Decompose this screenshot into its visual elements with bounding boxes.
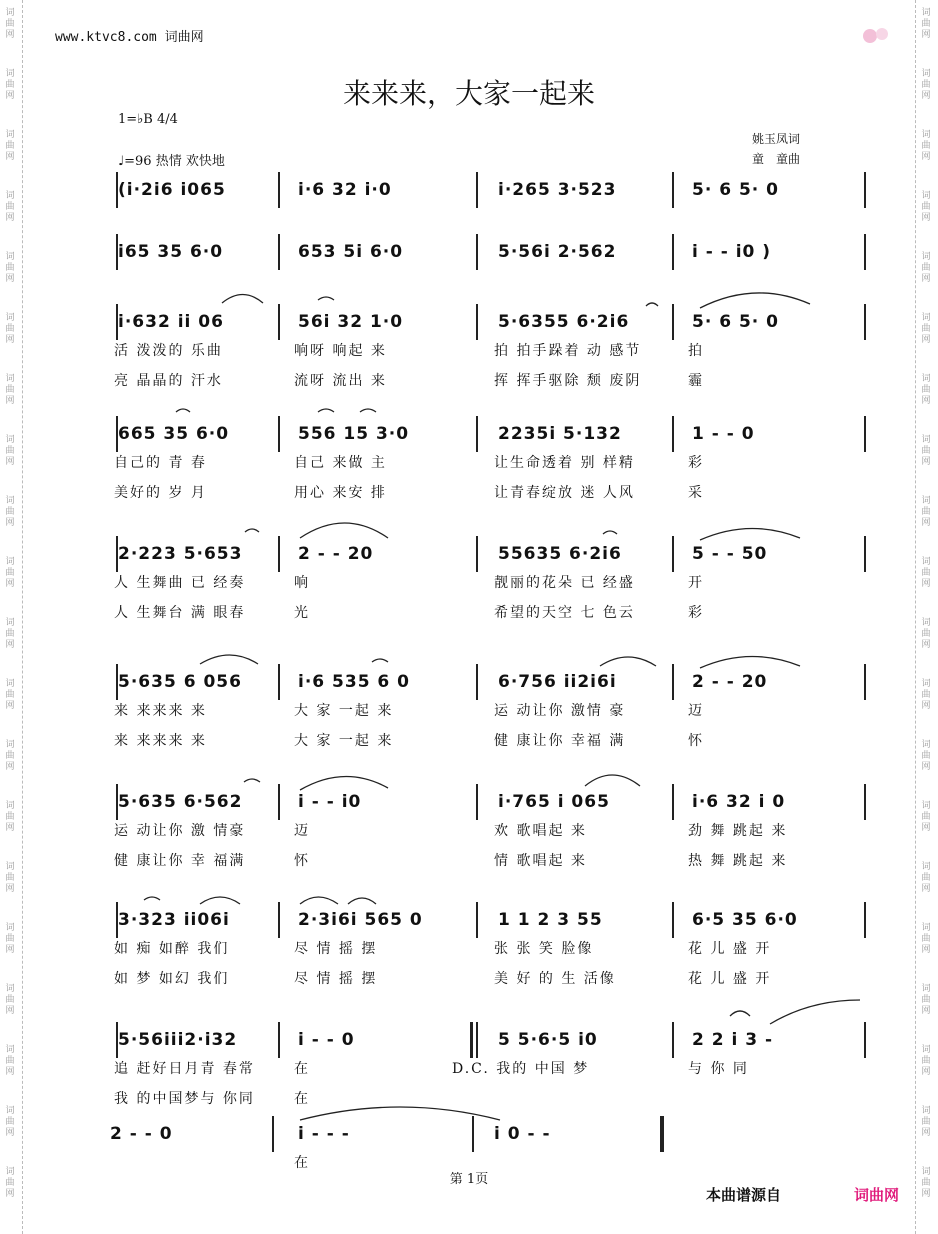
lyric-line: 怀 — [294, 853, 310, 869]
watermark-text: 词曲网 — [5, 557, 15, 589]
watermark-text: 词曲网 — [5, 130, 15, 162]
measure-notes: 653 5i 6·0 — [298, 242, 404, 262]
lyric-line: 来 来来来 来 — [114, 733, 207, 749]
watermark-text: 词曲网 — [5, 1106, 15, 1138]
measure-notes: i·632 ii 06 — [118, 312, 224, 332]
lyric-line: 大 家 一起 来 — [294, 703, 394, 719]
measure-notes: 2·223 5·653 — [118, 544, 243, 564]
measure-notes: 5·635 6·562 — [118, 792, 243, 812]
measure-notes: 5·635 6 056 — [118, 672, 242, 692]
measure-notes: 2 2 i 3 - — [692, 1030, 774, 1050]
measure-notes: 6·756 ii2i6i — [498, 672, 617, 692]
measure-notes: 1 1 2 3 55 — [498, 910, 603, 930]
measure-notes: 2235i 5·132 — [498, 424, 622, 444]
lyric-line: 采 — [688, 485, 704, 501]
watermark-text: 词曲网 — [921, 374, 931, 406]
lyric-line: 迈 — [294, 823, 310, 839]
watermark-text: 词曲网 — [5, 679, 15, 711]
watermark-text: 词曲网 — [921, 923, 931, 955]
measure-notes: i - - i0 ) — [692, 242, 772, 262]
watermark-text: 词曲网 — [5, 740, 15, 772]
watermark-text: 词曲网 — [921, 435, 931, 467]
watermark-text: 词曲网 — [921, 557, 931, 589]
measure-notes: 5·56i 2·562 — [498, 242, 617, 262]
watermark-text: 词曲网 — [921, 252, 931, 284]
lyric-line: 美好的 岁 月 — [114, 485, 207, 501]
watermark-text: 词曲网 — [921, 1167, 931, 1199]
lyric-line: 亮 晶晶的 汗水 — [114, 373, 223, 389]
lyric-line: 人 生舞台 满 眼春 — [114, 605, 246, 621]
measure-notes: 5 5·6·5 i0 — [498, 1030, 598, 1050]
lyric-line: 花 儿 盛 开 — [688, 971, 772, 987]
lyric-line: 响 — [294, 575, 310, 591]
source-site-link[interactable]: 词曲网 — [854, 1186, 900, 1204]
watermark-text: 词曲网 — [921, 313, 931, 345]
lyric-line: 怀 — [688, 733, 704, 749]
lyric-line: 与 你 同 — [688, 1061, 749, 1077]
lyric-line: 运 动让你 激 情豪 — [114, 823, 246, 839]
lyric-line: 劲 舞 跳起 来 — [688, 823, 788, 839]
measure-notes: i·6 32 i 0 — [692, 792, 786, 812]
source-label: 本曲谱源自 — [706, 1186, 782, 1204]
measure-notes: i·265 3·523 — [498, 180, 617, 200]
measure-notes: 556 15 3·0 — [298, 424, 410, 444]
lyric-line: 拍 — [688, 343, 704, 359]
measure-notes: i - - i0 — [298, 792, 362, 812]
lyric-line: 自己的 青 春 — [114, 455, 207, 471]
measure-notes: 6·5 35 6·0 — [692, 910, 798, 930]
watermark-text: 词曲网 — [921, 984, 931, 1016]
lyric-line: 来 来来来 来 — [114, 703, 207, 719]
measure-notes: 56i 32 1·0 — [298, 312, 404, 332]
watermark-text: 词曲网 — [921, 130, 931, 162]
measure-notes: 5· 6 5· 0 — [692, 180, 779, 200]
watermark-text: 词曲网 — [921, 69, 931, 101]
measure-notes: 5· 6 5· 0 — [692, 312, 779, 332]
site-url[interactable]: www.ktvc8.com 词曲网 — [55, 30, 204, 45]
watermark-text: 词曲网 — [5, 923, 15, 955]
watermark-text: 词曲网 — [921, 679, 931, 711]
lyric-line: 彩 — [688, 455, 704, 471]
watermark-text: 词曲网 — [921, 496, 931, 528]
lyric-line: 运 动让你 激情 豪 — [494, 703, 626, 719]
watermark-text: 词曲网 — [5, 191, 15, 223]
measure-notes: 5 - - 50 — [692, 544, 768, 564]
watermark-text: 词曲网 — [5, 69, 15, 101]
watermark-text: 词曲网 — [921, 618, 931, 650]
song-title: 来来来，大家一起来 — [342, 77, 595, 110]
key-signature: 1=♭B 4/4 — [118, 112, 178, 127]
measure-notes: 2 - - 20 — [692, 672, 768, 692]
measure-notes: 2 - - 20 — [298, 544, 374, 564]
watermark-text: 词曲网 — [5, 252, 15, 284]
lyricist-credit: 姚玉凤词 — [752, 132, 801, 146]
watermark-text: 词曲网 — [921, 801, 931, 833]
lyric-line: 张 张 笑 脸像 — [494, 941, 594, 957]
lyric-line: 迈 — [688, 703, 704, 719]
watermark-text: 词曲网 — [5, 435, 15, 467]
lyric-line: 靓丽的花朵 已 经盛 — [494, 575, 635, 591]
watermark-text: 词曲网 — [921, 1045, 931, 1077]
measure-notes: i - - - — [298, 1124, 350, 1144]
watermark-text: 词曲网 — [5, 862, 15, 894]
lyric-line: 美 好 的 生 活像 — [494, 971, 616, 987]
lyric-line: 用心 来安 排 — [294, 485, 387, 501]
measure-notes: 5·56iii2·i32 — [118, 1030, 238, 1050]
watermark-text: 词曲网 — [5, 984, 15, 1016]
watermark-text: 词曲网 — [5, 618, 15, 650]
measure-notes: i 0 - - — [494, 1124, 551, 1144]
watermark-text: 词曲网 — [921, 191, 931, 223]
measure-notes: (i·2i6 i065 — [118, 180, 226, 200]
lyric-line: 如 痴 如醉 我们 — [114, 941, 230, 957]
watermark-text: 词曲网 — [5, 8, 15, 40]
tempo-marking: ♩=96 热情 欢快地 — [118, 154, 225, 169]
page-number: 第 1页 — [449, 1172, 489, 1187]
watermark-text: 词曲网 — [921, 740, 931, 772]
watermark-text: 词曲网 — [921, 8, 931, 40]
measure-notes: i·6 535 6 0 — [298, 672, 411, 692]
composer-credit: 童 童曲 — [752, 152, 801, 166]
lyric-line: 健 康让你 幸 福满 — [114, 853, 246, 869]
lyric-line: 自己 来做 主 — [294, 455, 387, 471]
watermark-text: 词曲网 — [921, 862, 931, 894]
measure-notes: 665 35 6·0 — [118, 424, 230, 444]
lyric-line: 花 儿 盛 开 — [688, 941, 772, 957]
measure-notes: 2 - - 0 — [110, 1124, 173, 1144]
lyric-line: 健 康让你 幸福 满 — [494, 733, 626, 749]
measure-notes: 1 - - 0 — [692, 424, 755, 444]
lyric-line: 让生命透着 别 样精 — [494, 455, 635, 471]
lyric-line: 彩 — [688, 605, 704, 621]
lyric-line: 让青春绽放 迷 人风 — [494, 485, 635, 501]
lyric-line: 希望的天空 七 色云 — [494, 605, 635, 621]
lyric-line: 拍 拍手跺着 动 感节 — [494, 343, 642, 359]
measure-notes: i65 35 6·0 — [118, 242, 224, 262]
watermark-text: 词曲网 — [5, 1045, 15, 1077]
measure-notes: 2·3i6i 565 0 — [298, 910, 423, 930]
lyric-line: 光 — [294, 605, 310, 621]
lyric-line: 追 赶好日月青 春常 — [114, 1061, 255, 1077]
measure-notes: 55635 6·2i6 — [498, 544, 622, 564]
watermark-text: 词曲网 — [5, 313, 15, 345]
lyric-line: 人 生舞曲 已 经奏 — [114, 575, 246, 591]
lyric-line: 如 梦 如幻 我们 — [114, 971, 230, 987]
lyric-line: 我 的中国梦与 你同 — [114, 1091, 255, 1107]
lyric-line: 在 — [294, 1091, 310, 1107]
watermark-text: 词曲网 — [5, 374, 15, 406]
lyric-line: 开 — [688, 575, 704, 591]
watermark-text: 词曲网 — [921, 1106, 931, 1138]
watermark-text: 词曲网 — [5, 496, 15, 528]
lyric-line: 热 舞 跳起 来 — [688, 853, 788, 869]
lyric-line: 大 家 一起 来 — [294, 733, 394, 749]
measure-notes: 3·323 ii06i — [118, 910, 230, 930]
lyric-line: 流呀 流出 来 — [294, 373, 387, 389]
measure-notes: i - - 0 — [298, 1030, 355, 1050]
measure-notes: i·6 32 i·0 — [298, 180, 392, 200]
lyric-line: 尽 情 摇 摆 — [294, 971, 378, 987]
lyric-line: 响呀 响起 来 — [294, 343, 387, 359]
lyric-line: 挥 挥手驱除 颓 废阴 — [494, 373, 642, 389]
lyric-line: D.C. 我的 中国 梦 — [452, 1061, 590, 1077]
watermark-text: 词曲网 — [5, 1167, 15, 1199]
lyric-line: 活 泼泼的 乐曲 — [114, 343, 223, 359]
lyric-line: 情 歌唱起 来 — [494, 853, 587, 869]
watermark-text: 词曲网 — [5, 801, 15, 833]
lyric-line: 尽 情 摇 摆 — [294, 941, 378, 957]
lyric-line: 在 — [294, 1061, 310, 1077]
lyric-line: 欢 歌唱起 来 — [494, 823, 587, 839]
measure-notes: 5·6355 6·2i6 — [498, 312, 630, 332]
measure-notes: i·765 i 065 — [498, 792, 610, 812]
lyric-line: 霾 — [688, 373, 704, 389]
lyric-line: 在 — [294, 1155, 310, 1171]
